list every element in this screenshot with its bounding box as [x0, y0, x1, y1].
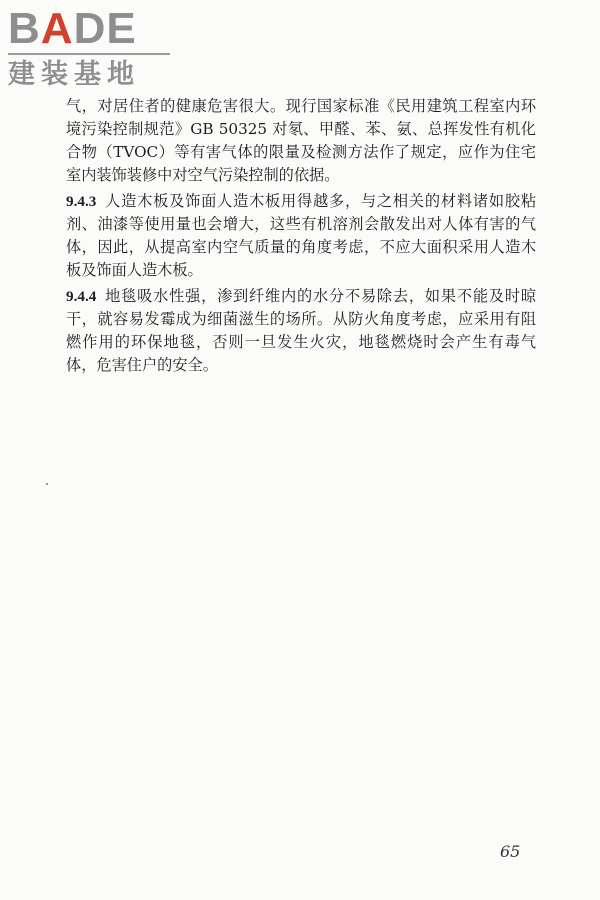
logo-divider: [8, 53, 170, 55]
paragraph-text: 气，对居住者的健康危害很大。现行国家标准《民用建筑工程室内环境污染控制规范》GB 50325 对氡、甲醛、苯、氨、总挥发性有机化合物（TVOC）等有害气体的限量及检测方法作了规定，应作为住宅室内装饰装修中对空气污染控制的依据。: [66, 97, 536, 184]
logo-accent-letter: A: [40, 4, 74, 53]
paragraph-continuation: [66, 95, 536, 187]
paragraph-text: 人造木板及饰面人造木板用得越多，与之相关的材料诸如胶粘剂、油漆等使用量也会增大，这些有机溶剂会散发出对人体有害的气体，因此，从提高室内空气质量的角度考虑，不应大面积采用人造木板及饰面人造木板。: [66, 192, 536, 279]
page-body: [66, 95, 536, 380]
bade-logo: [8, 4, 178, 92]
clause-9-4-4: [66, 285, 536, 377]
clause-number: 9.4.3: [66, 193, 97, 210]
logo-subtitle: 建装基地: [8, 59, 140, 90]
clause-9-4-3: [66, 190, 536, 282]
scan-speck: [46, 483, 48, 485]
page-number: 65: [500, 842, 521, 861]
clause-number: 9.4.4: [66, 288, 97, 305]
paragraph-text: 地毯吸水性强，渗到纤维内的水分不易除去，如果不能及时晾干，就容易发霉成为细菌滋生的场所。从防火角度考虑，应采用有阻燃作用的环保地毯，否则一旦发生火灾，地毯燃烧时会产生有毒气体，危害住户的安全。: [66, 287, 536, 374]
logo-wordmark: BADE: [8, 4, 137, 53]
